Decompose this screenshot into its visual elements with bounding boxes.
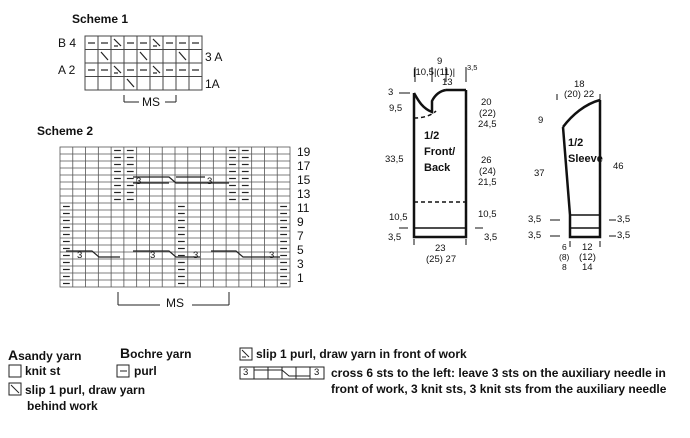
legend-cross-num: 3 <box>314 367 320 378</box>
legend-slip-behind-label: slip 1 purl, draw yarn <box>25 383 146 397</box>
dimension-label: (24) <box>479 166 496 177</box>
dimension-label: (25) 27 <box>426 254 457 265</box>
legend-slip-front-label: slip 1 purl, draw yarn in front of work <box>256 347 467 361</box>
legend-slip-front-box <box>240 348 252 360</box>
dimension-label: 9,5 <box>389 103 403 114</box>
scheme2-cable-label: 3 <box>269 250 275 261</box>
scheme2-ms-label: MS <box>166 296 184 310</box>
legend-knit-box <box>9 365 21 377</box>
legend-knit-label: knit st <box>25 364 61 378</box>
legend-cross-label: front of work, 3 knit sts, 3 knit sts from the auxiliary needle <box>331 382 667 396</box>
scheme2-cable-label: 3 <box>207 176 213 187</box>
dimension-label: 3,5 <box>617 230 631 241</box>
dimension-label: (20) 22 <box>564 89 595 100</box>
scheme2-row-number: 15 <box>297 173 311 187</box>
dimension-label: 23 <box>435 243 446 254</box>
scheme1-row-label-3a: 3 A <box>205 50 223 64</box>
scheme2-gridlines <box>60 147 290 287</box>
scheme2-row-number: 3 <box>297 257 304 271</box>
dimension-label: 46 <box>613 161 624 172</box>
dimension-label: (12) <box>579 252 596 263</box>
dimension-label: 14 <box>582 262 593 273</box>
scheme1-row-label-b4: B 4 <box>58 36 77 50</box>
legend-slip-behind-label: behind work <box>27 399 98 413</box>
sleeve-title: 1/2 <box>568 137 584 149</box>
scheme2-row-number: 19 <box>297 145 311 159</box>
dimension-label: 33,5 <box>385 154 404 165</box>
legend-cross-box <box>240 367 324 379</box>
dimension-label: 3 <box>388 87 394 98</box>
dimension-label: 20 <box>481 97 492 108</box>
scheme2-title: Scheme 2 <box>37 124 94 138</box>
yarn-a-letter: A <box>8 347 19 363</box>
dimension-label: 9 <box>538 115 544 126</box>
dimension-label: 3,5 <box>484 232 498 243</box>
yarn-b-label: ochre yarn <box>130 347 192 361</box>
scheme2-row-number: 9 <box>297 215 304 229</box>
scheme2-cable-label: 3 <box>136 176 142 187</box>
sleeve-ticks <box>550 94 616 247</box>
dimension-label: (8) <box>559 252 570 262</box>
dimension-label: 13 <box>442 77 453 88</box>
dimension-label: 10,5 <box>478 209 497 220</box>
sleeve-outline <box>563 100 600 237</box>
front-back-title: Front/ <box>424 146 456 158</box>
front-back-title: Back <box>424 162 451 174</box>
dimension-label: 26 <box>481 155 492 166</box>
dimension-label: 24,5 <box>478 119 497 130</box>
scheme1-title: Scheme 1 <box>72 12 129 26</box>
scheme2-cable-label: 3 <box>77 250 83 261</box>
dimension-label: 37 <box>534 168 545 179</box>
yarn-b-letter: B <box>120 345 131 361</box>
front-back-title: 1/2 <box>424 130 440 142</box>
dimension-label: 21,5 <box>478 177 497 188</box>
legend-purl-label: purl <box>134 364 157 378</box>
dimension-label: (22) <box>479 108 496 119</box>
legend-purl-box <box>117 365 129 377</box>
dimension-label: 3,5 <box>528 214 542 225</box>
legend-yarn-a <box>8 347 82 363</box>
sleeve-title: Sleeve <box>568 153 603 165</box>
scheme2-row-number: 5 <box>297 243 304 257</box>
legend-cross-num: 3 <box>243 367 249 378</box>
dimension-label: 12 <box>582 242 593 253</box>
scheme2-row-number: 11 <box>297 201 310 215</box>
scheme1-ms-label: MS <box>142 95 160 109</box>
scheme2-cable-label: 3 <box>150 250 156 261</box>
dimension-label: 3,5 <box>467 63 478 72</box>
dimension-label: 3,5 <box>617 214 631 225</box>
scheme2-row-number: 7 <box>297 229 304 243</box>
dimension-label: 3,5 <box>388 232 402 243</box>
dimension-label: 3,5 <box>528 230 542 241</box>
legend-yarn-b <box>120 345 191 361</box>
scheme2-row-number: 1 <box>297 271 304 285</box>
dimension-label: 6 <box>562 242 567 252</box>
legend-slip-behind-box <box>9 383 21 395</box>
dimension-label: 8 <box>562 262 567 272</box>
dimension-label: 10,5 <box>389 212 408 223</box>
sleeve-rib <box>570 215 600 228</box>
dimension-label: 9 <box>437 56 443 67</box>
scheme2-row-number: 17 <box>297 159 311 173</box>
scheme1-row-label-a2: A 2 <box>58 63 76 77</box>
yarn-a-label: sandy yarn <box>18 349 82 363</box>
scheme1-row-label-1a: 1A <box>205 77 220 91</box>
scheme2-row-number: 13 <box>297 187 311 201</box>
dimension-label: |10,5|(11)| <box>413 67 456 78</box>
dimension-label: 18 <box>574 79 585 90</box>
scheme2-cable-label: 3 <box>193 250 199 261</box>
legend-cross-label: cross 6 sts to the left: leave 3 sts on the auxiliary needle in <box>331 366 666 380</box>
scheme1-grid <box>85 36 202 90</box>
